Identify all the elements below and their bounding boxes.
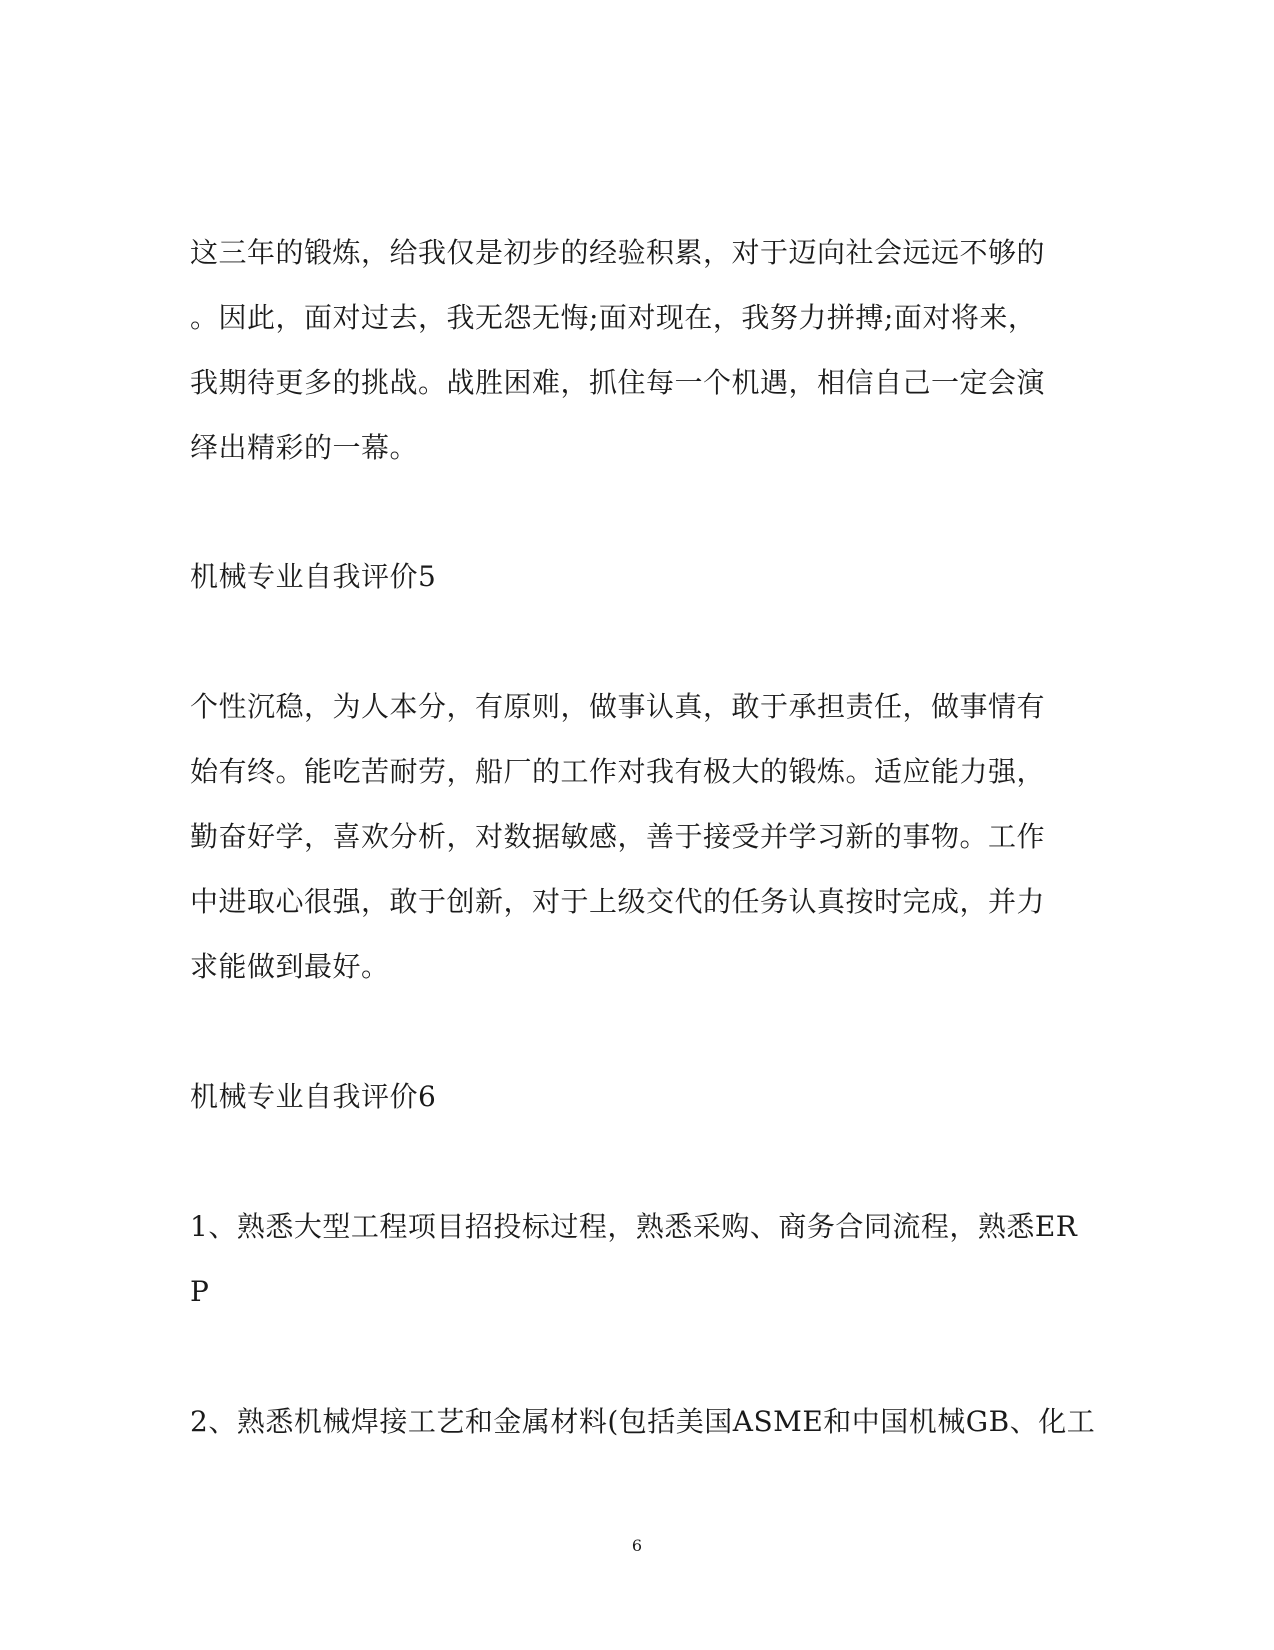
paragraph-line: 这三年的锻炼，给我仅是初步的经验积累，对于迈向社会远远不够的 — [190, 236, 1046, 269]
paragraph-line: 。因此，面对过去，我无怨无悔;面对现在，我努力拼搏;面对将来， — [190, 301, 1037, 334]
list-item-line: P — [190, 1275, 210, 1308]
section-heading: 机械专业自我评价6 — [190, 1080, 437, 1113]
paragraph-line: 勤奋好学，喜欢分析，对数据敏感，善于接受并学习新的事物。工作 — [190, 820, 1046, 853]
page-number: 6 — [631, 1536, 643, 1555]
paragraph-line: 绎出精彩的一幕。 — [190, 431, 419, 464]
section-heading: 机械专业自我评价5 — [190, 560, 437, 593]
paragraph-line: 我期待更多的挑战。战胜困难，抓住每一个机遇，相信自己一定会演 — [190, 366, 1046, 399]
paragraph-line: 始有终。能吃苦耐劳，船厂的工作对我有极大的锻炼。适应能力强， — [190, 755, 1046, 788]
list-item-line: 2、熟悉机械焊接工艺和金属材料(包括美国ASME和中国机械GB、化工 — [190, 1405, 1096, 1438]
paragraph-line: 个性沉稳，为人本分，有原则，做事认真，敢于承担责任，做事情有 — [190, 690, 1046, 723]
list-item-line: 1、熟悉大型工程项目招投标过程，熟悉采购、商务合同流程，熟悉ER — [190, 1210, 1078, 1243]
paragraph-line: 中进取心很强，敢于创新，对于上级交代的任务认真按时完成，并力 — [190, 885, 1046, 918]
paragraph-line: 求能做到最好。 — [190, 950, 390, 983]
